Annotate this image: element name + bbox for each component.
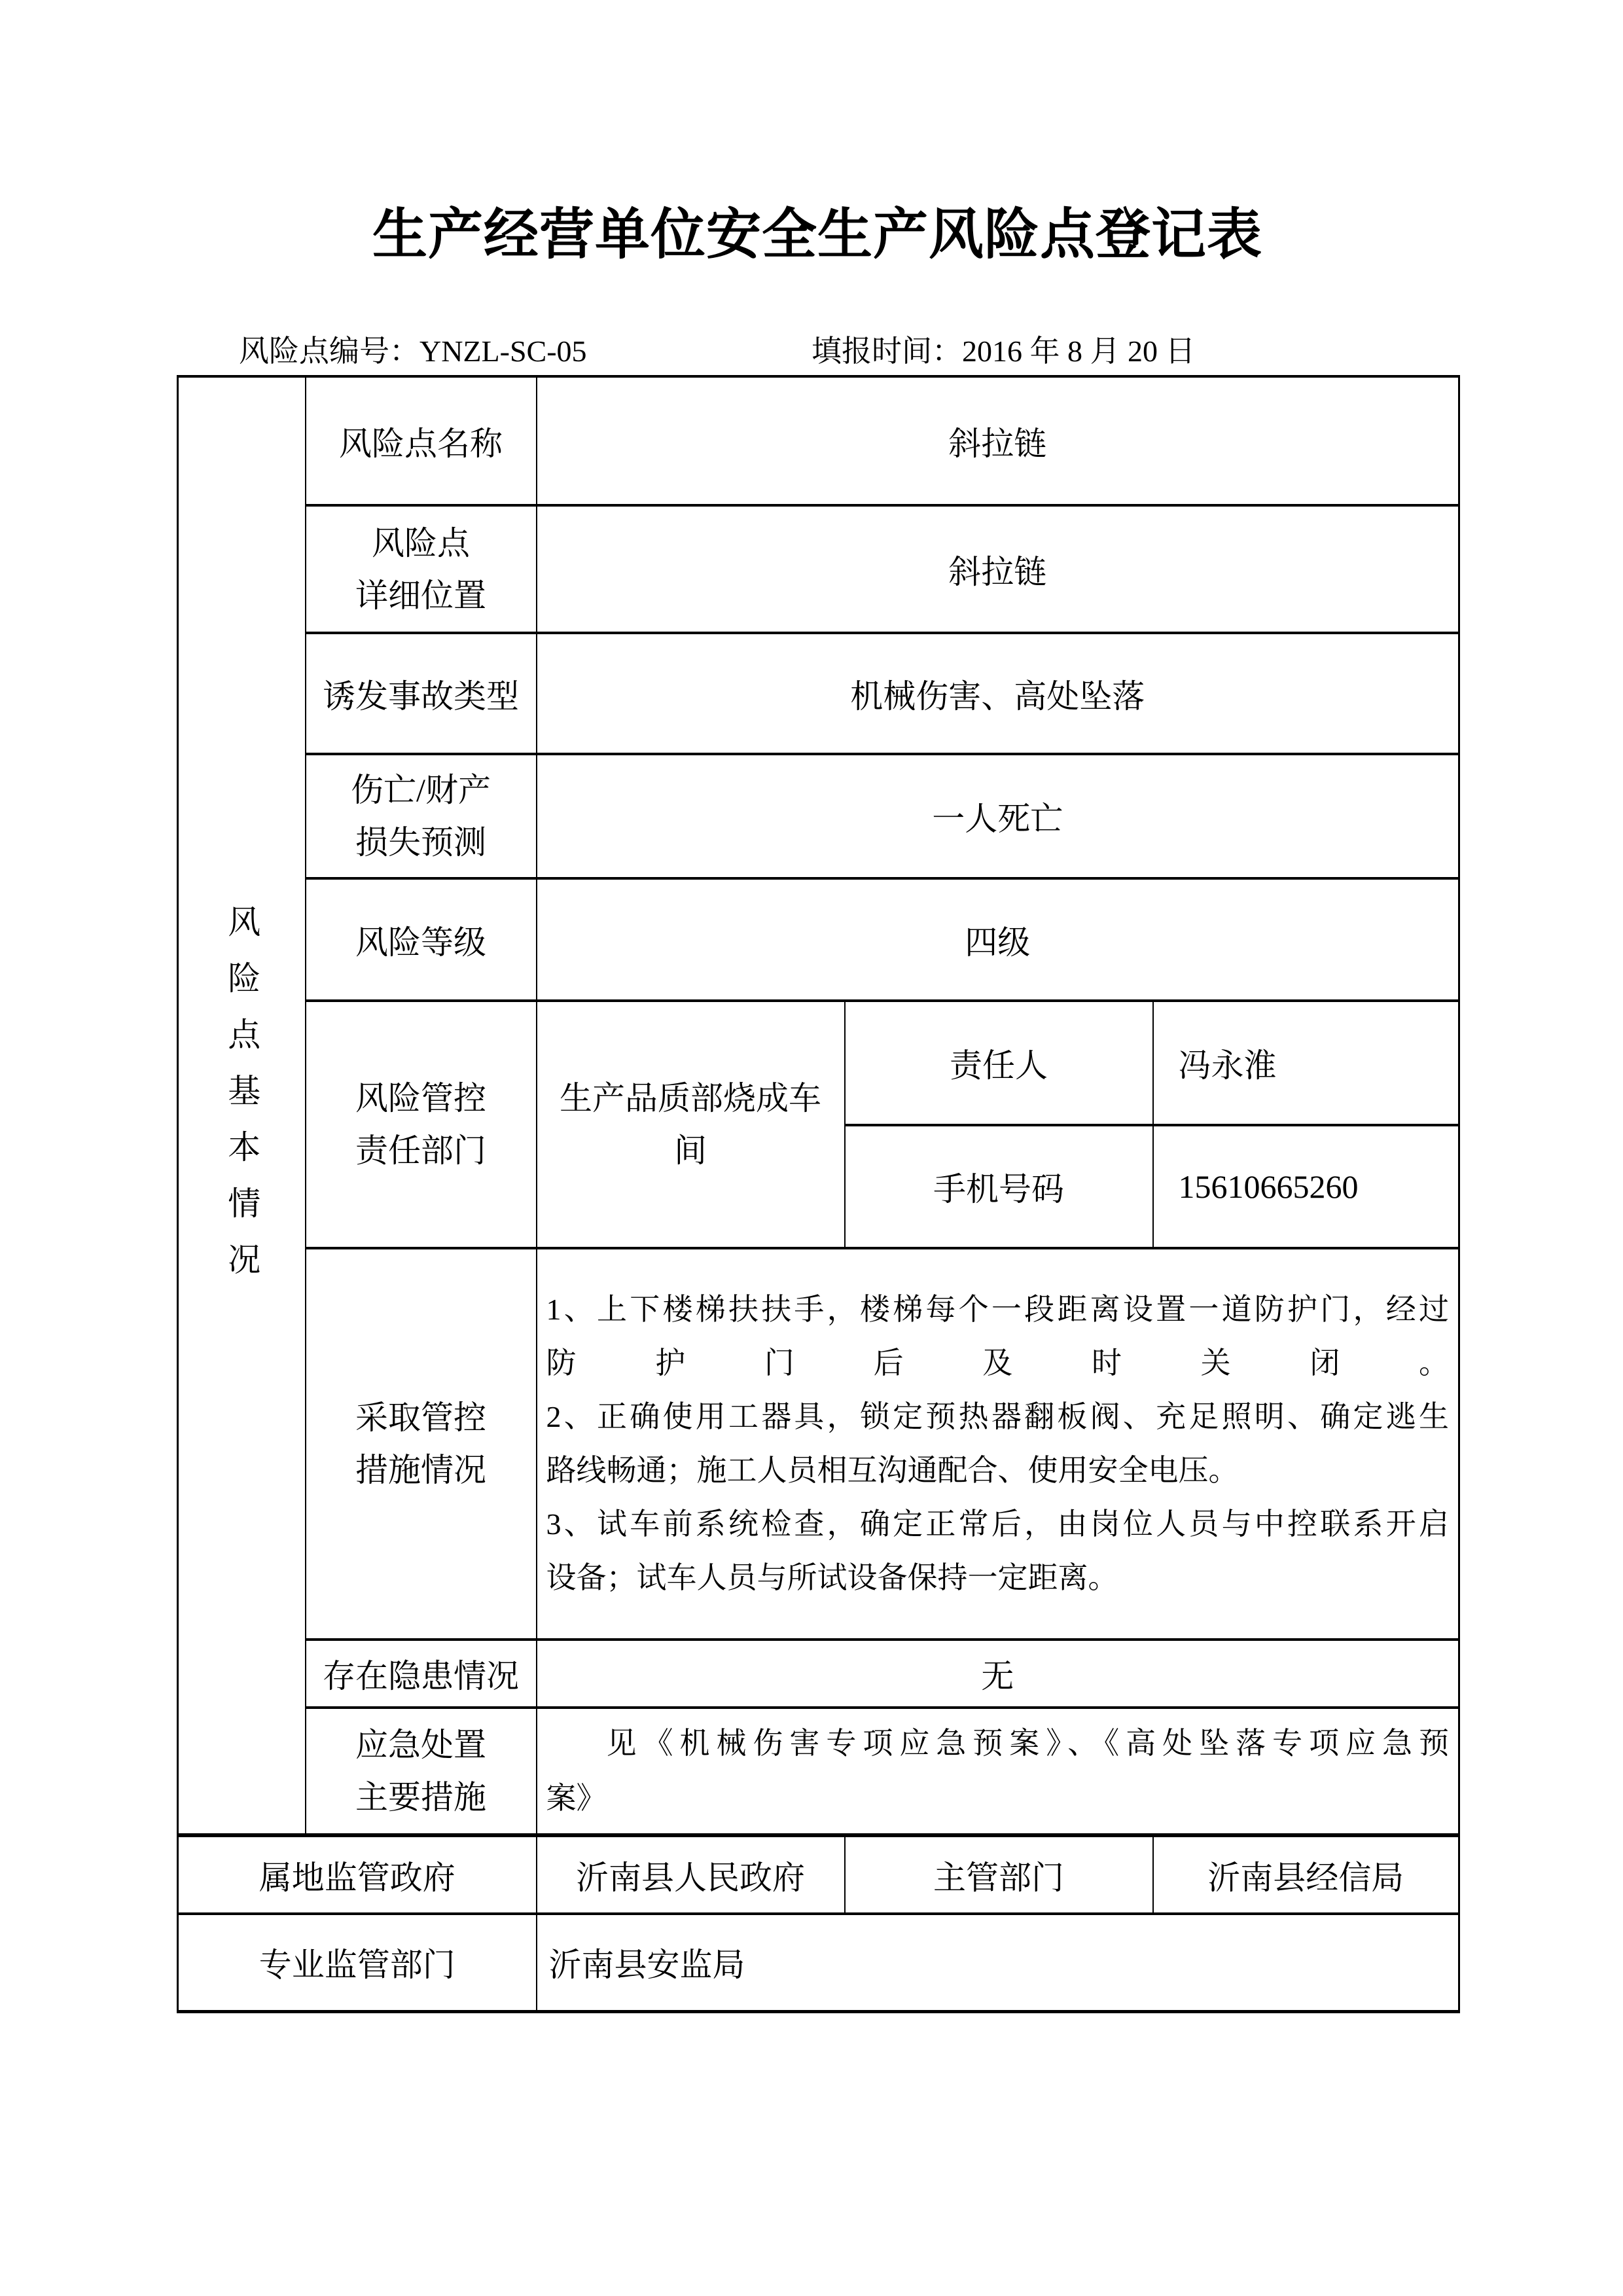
label-line: 详细位置 — [355, 577, 486, 614]
section-label: 风险点基本情况 — [223, 905, 260, 1299]
label-line: 伤亡/财产 — [351, 772, 491, 808]
control-measures-label-cell — [306, 1248, 537, 1640]
label-line: 损失预测 — [355, 824, 486, 861]
measure-text-line: 设备；试车人员与所试设备保持一定距离。 — [546, 1561, 1118, 1594]
charge-dept-label-cell: 主管部门 — [845, 1835, 1153, 1914]
label-line: 应急处置 — [355, 1727, 486, 1763]
local-gov-value-cell: 沂南县人民政府 — [537, 1835, 845, 1914]
risk-point-number-value: YNZL-SC-05 — [419, 334, 587, 368]
hidden-danger-value-cell: 无 — [537, 1640, 1459, 1708]
risk-level-label-cell: 风险等级 — [306, 878, 537, 1001]
risk-name-label-cell: 风险点名称 — [306, 376, 537, 505]
label-line: 风险管控 — [355, 1080, 486, 1117]
loss-forecast-label-cell — [306, 754, 537, 878]
label-line: 责任部门 — [355, 1132, 486, 1169]
pro-dept-value-cell: 沂南县安监局 — [537, 1914, 1459, 2011]
measure-text-line: 3、试车前系统检查，确定正常后，由岗位人员与中控联系开启 — [546, 1507, 1450, 1541]
risk-point-table — [177, 375, 1460, 2013]
risk-level-value-cell: 四级 — [537, 878, 1459, 1001]
risk-point-number-label: 风险点编号： — [239, 334, 419, 368]
label-line: 主要措施 — [355, 1779, 486, 1816]
emergency-label-cell — [306, 1708, 537, 1835]
accident-type-value-cell: 机械伤害、高处坠落 — [537, 633, 1459, 754]
label-line: 措施情况 — [355, 1452, 486, 1488]
measure-text-line: 1、上下楼梯扶扶手，楼梯每个一段距离设置一道防护门，经过 — [546, 1293, 1450, 1326]
risk-location-label-cell — [306, 505, 537, 633]
emergency-value-cell — [537, 1708, 1459, 1835]
risk-location-value-cell: 斜拉链 — [537, 505, 1459, 633]
control-dept-label-cell — [306, 1001, 537, 1248]
loss-forecast-value-cell: 一人死亡 — [537, 754, 1459, 878]
measure-text-line: 2、正确使用工器具，锁定预热器翻板阀、充足照明、确定逃生 — [546, 1400, 1450, 1433]
meta-row — [177, 331, 1458, 372]
owner-label-cell: 责任人 — [845, 1001, 1153, 1125]
page-title: 生产经营单位安全生产风险点登记表 — [372, 205, 1262, 266]
fill-time-label: 填报时间： — [812, 334, 962, 368]
pro-dept-label-cell: 专业监管部门 — [178, 1914, 537, 2011]
owner-value-cell: 冯永淮 — [1153, 1001, 1459, 1125]
charge-dept-value-cell: 沂南县经信局 — [1153, 1835, 1459, 1914]
measure-text-line: 防护门后及时关闭。 — [546, 1346, 1450, 1380]
local-gov-label-cell: 属地监管政府 — [178, 1835, 537, 1914]
risk-name-value-cell: 斜拉链 — [537, 376, 1459, 505]
measure-text-line: 路线畅通；施工人员相互沟通配合、使用安全电压。 — [546, 1454, 1239, 1487]
control-dept-value: 生产品质部烧成车间 — [560, 1080, 821, 1169]
fill-time — [812, 331, 1196, 372]
emergency-text-line: 案》 — [546, 1782, 607, 1815]
risk-point-number — [239, 331, 587, 372]
control-measures-value-cell — [537, 1248, 1459, 1640]
phone-value-cell: 15610665260 — [1153, 1125, 1459, 1248]
label-line: 采取管控 — [355, 1399, 486, 1436]
accident-type-label-cell: 诱发事故类型 — [306, 633, 537, 754]
hidden-danger-label-cell: 存在隐患情况 — [306, 1640, 537, 1708]
label-line: 风险点 — [372, 524, 470, 562]
section-label-cell — [178, 376, 306, 1835]
fill-time-value: 2016 年 8 月 20 日 — [962, 334, 1196, 368]
control-dept-value-cell — [537, 1001, 845, 1248]
emergency-text-line: 见《机械伤害专项应急预案》、《高处坠落专项应急预 — [606, 1727, 1450, 1760]
phone-label-cell: 手机号码 — [845, 1125, 1153, 1248]
